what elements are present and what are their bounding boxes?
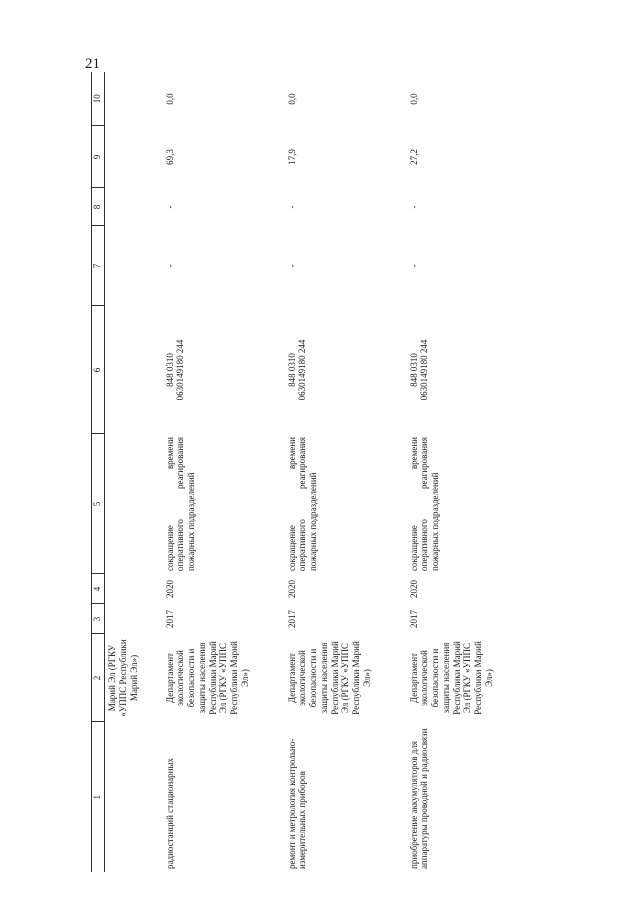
result-cell: сокращение времени оперативного реагирования пожарных подразделений [408,437,441,571]
table-row [407,72,529,872]
executor-cell: Департамент экологической безопасности и защиты населения Республики Марий Эл (РГКУ «УППС Республики Марий Эл») [286,641,373,715]
budget-code-line: 0630149180 244 [297,339,308,401]
result-cell: сокращение времени оперативного реагирования пожарных подразделений [286,437,319,571]
value-cell: 0,0 [164,93,175,105]
value-cell: 27,2 [408,149,419,165]
start-year-cell: 2017 [286,610,297,628]
rotated-table-wrapper [91,72,511,872]
column-number: 1 [92,722,105,872]
column-number: 5 [92,434,105,574]
value-cell: 17,9 [286,149,297,165]
value-cell: - [286,205,297,209]
budget-code-line: 0630149180 244 [175,339,186,401]
value-cell: - [408,264,419,268]
column-number: 2 [92,634,105,722]
column-number: 10 [92,72,105,126]
value-cell: - [408,205,419,209]
value-cell: 69,3 [164,149,175,165]
table-row [285,72,407,872]
budget-code-line: 0630149180 244 [419,339,430,401]
value-cell: 0,0 [408,93,419,105]
budget-code-cell [407,306,529,434]
table-row [163,72,285,872]
budget-code-cell [285,306,407,434]
budget-code-line: 848 0310 [286,353,297,387]
value-cell: - [286,264,297,268]
executor-cell: Марий Эл (РГКУ «УППС Республики Марий Эл») [107,639,139,717]
column-number: 7 [92,226,105,306]
budget-code-line: 848 0310 [164,353,175,387]
executor-cell: Департамент экологической безопасности и защиты населения Республики Марий Эл (РГКУ «УППС Республики Марий Эл») [408,641,495,715]
end-year-cell: 2020 [408,580,419,598]
continuation-row [105,72,163,872]
column-number: 6 [92,306,105,434]
executor-cell: Департамент экологической безопасности и защиты населения Республики Марий Эл (РГКУ «УППС Республики Марий Эл») [164,641,251,715]
column-number: 4 [92,574,105,604]
value-cell: 0,0 [286,93,297,105]
budget-code-cell [163,306,285,434]
start-year-cell: 2017 [164,610,175,628]
start-year-cell: 2017 [408,610,419,628]
page-number: 21 [85,56,100,72]
result-cell: сокращение времени оперативного реагирования пожарных подразделений [164,437,197,571]
program-table [91,72,529,872]
column-number-row [92,72,105,872]
value-cell: - [164,205,175,209]
measure-cell: радиостанций стационарных [164,757,175,869]
measure-cell: приобретение аккумуляторов для аппаратуры проводной и радиосвязи [408,728,430,869]
measure-cell: ремонт и метрология контрольно-измерительных приборов [286,738,308,869]
column-number: 3 [92,604,105,634]
end-year-cell: 2020 [164,580,175,598]
end-year-cell: 2020 [286,580,297,598]
value-cell: - [164,264,175,268]
column-number: 8 [92,188,105,226]
budget-code-line: 848 0310 [408,353,419,387]
column-number: 9 [92,126,105,188]
